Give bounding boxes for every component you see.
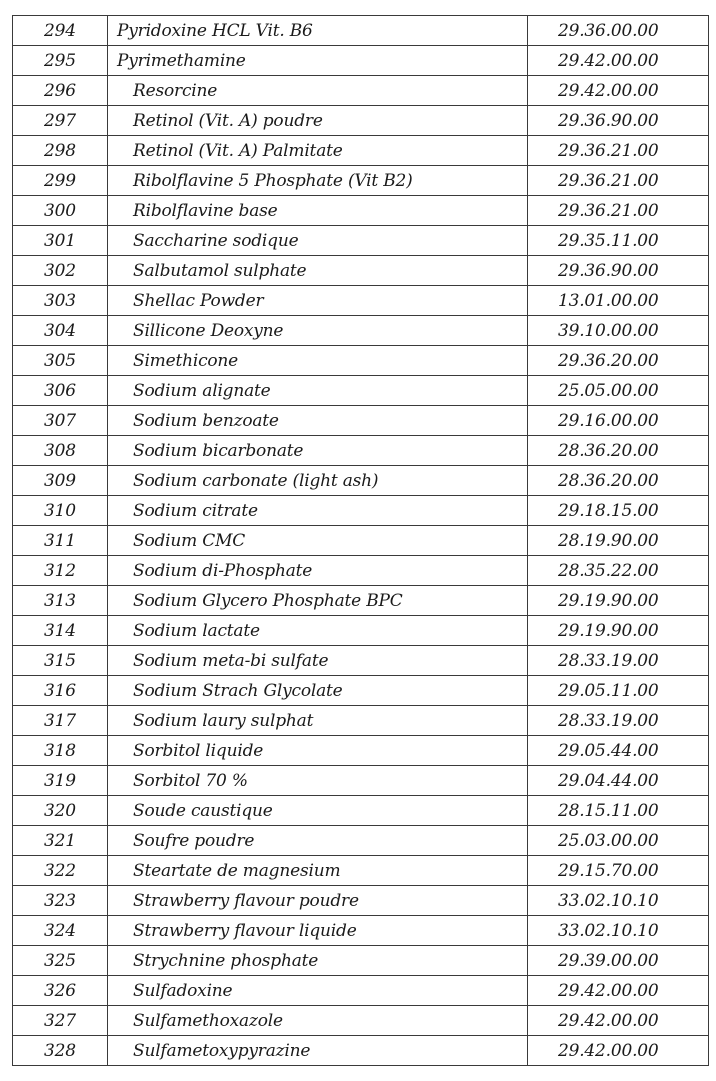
product-name: Sodium citrate (108, 496, 528, 526)
product-name: Retinol (Vit. A) Palmitate (108, 136, 528, 166)
product-name: Resorcine (108, 76, 528, 106)
tariff-code: 29.36.20.00 (528, 346, 709, 376)
table-row (13, 676, 709, 706)
table-row (13, 376, 709, 406)
table-row (13, 256, 709, 286)
tariff-code: 29.36.00.00 (528, 16, 709, 46)
product-name: Soude caustique (108, 796, 528, 826)
table-row (13, 46, 709, 76)
row-number: 317 (13, 706, 108, 736)
product-name: Saccharine sodique (108, 226, 528, 256)
row-number: 298 (13, 136, 108, 166)
tariff-code: 13.01.00.00 (528, 286, 709, 316)
tariff-code: 29.36.90.00 (528, 106, 709, 136)
row-number: 300 (13, 196, 108, 226)
tariff-code: 28.36.20.00 (528, 466, 709, 496)
table-row (13, 796, 709, 826)
table-row (13, 1006, 709, 1036)
product-name: Sodium laury sulphat (108, 706, 528, 736)
table-row (13, 526, 709, 556)
row-number: 324 (13, 916, 108, 946)
product-name: Sodium meta-bi sulfate (108, 646, 528, 676)
row-number: 310 (13, 496, 108, 526)
tariff-code: 29.16.00.00 (528, 406, 709, 436)
table-row (13, 856, 709, 886)
tariff-code: 29.42.00.00 (528, 1036, 709, 1066)
row-number: 320 (13, 796, 108, 826)
row-number: 326 (13, 976, 108, 1006)
table-row (13, 826, 709, 856)
table-body (13, 16, 709, 1066)
table-row (13, 616, 709, 646)
tariff-code: 33.02.10.10 (528, 886, 709, 916)
row-number: 308 (13, 436, 108, 466)
product-table-container (12, 15, 708, 1066)
product-name: Soufre poudre (108, 826, 528, 856)
product-name: Ribolflavine 5 Phosphate (Vit B2) (108, 166, 528, 196)
row-number: 319 (13, 766, 108, 796)
table-row (13, 106, 709, 136)
row-number: 301 (13, 226, 108, 256)
product-name: Sodium lactate (108, 616, 528, 646)
tariff-code: 29.42.00.00 (528, 1006, 709, 1036)
table-row (13, 166, 709, 196)
row-number: 316 (13, 676, 108, 706)
product-name: Sulfadoxine (108, 976, 528, 1006)
tariff-code: 25.03.00.00 (528, 826, 709, 856)
tariff-code: 29.05.44.00 (528, 736, 709, 766)
tariff-code: 33.02.10.10 (528, 916, 709, 946)
table-row (13, 916, 709, 946)
table-row (13, 736, 709, 766)
row-number: 315 (13, 646, 108, 676)
product-name: Sodium benzoate (108, 406, 528, 436)
product-name: Sodium Strach Glycolate (108, 676, 528, 706)
row-number: 325 (13, 946, 108, 976)
product-name: Sodium alignate (108, 376, 528, 406)
table-row (13, 466, 709, 496)
product-name: Strawberry flavour liquide (108, 916, 528, 946)
product-tariff-table (12, 15, 709, 1066)
tariff-code: 39.10.00.00 (528, 316, 709, 346)
table-row (13, 196, 709, 226)
product-name: Sodium bicarbonate (108, 436, 528, 466)
table-row (13, 946, 709, 976)
product-name: Sodium di-Phosphate (108, 556, 528, 586)
product-name: Pyridoxine HCL Vit. B6 (108, 16, 528, 46)
product-name: Shellac Powder (108, 286, 528, 316)
tariff-code: 29.15.70.00 (528, 856, 709, 886)
tariff-code: 29.42.00.00 (528, 76, 709, 106)
table-row (13, 346, 709, 376)
row-number: 306 (13, 376, 108, 406)
tariff-code: 29.18.15.00 (528, 496, 709, 526)
table-row (13, 586, 709, 616)
row-number: 311 (13, 526, 108, 556)
product-name: Strawberry flavour poudre (108, 886, 528, 916)
row-number: 314 (13, 616, 108, 646)
row-number: 296 (13, 76, 108, 106)
product-name: Sodium Glycero Phosphate BPC (108, 586, 528, 616)
tariff-code: 29.36.21.00 (528, 136, 709, 166)
table-row (13, 286, 709, 316)
tariff-code: 29.35.11.00 (528, 226, 709, 256)
tariff-code: 29.04.44.00 (528, 766, 709, 796)
row-number: 313 (13, 586, 108, 616)
row-number: 309 (13, 466, 108, 496)
row-number: 302 (13, 256, 108, 286)
row-number: 328 (13, 1036, 108, 1066)
table-row (13, 1036, 709, 1066)
row-number: 304 (13, 316, 108, 346)
table-row (13, 496, 709, 526)
table-row (13, 766, 709, 796)
tariff-code: 29.36.21.00 (528, 196, 709, 226)
product-name: Strychnine phosphate (108, 946, 528, 976)
row-number: 312 (13, 556, 108, 586)
product-name: Sorbitol 70 % (108, 766, 528, 796)
row-number: 327 (13, 1006, 108, 1036)
row-number: 322 (13, 856, 108, 886)
tariff-code: 29.36.90.00 (528, 256, 709, 286)
product-name: Sorbitol liquide (108, 736, 528, 766)
table-row (13, 76, 709, 106)
tariff-code: 29.36.21.00 (528, 166, 709, 196)
table-row (13, 16, 709, 46)
row-number: 321 (13, 826, 108, 856)
tariff-code: 29.19.90.00 (528, 616, 709, 646)
product-name: Simethicone (108, 346, 528, 376)
tariff-code: 29.42.00.00 (528, 46, 709, 76)
tariff-code: 29.19.90.00 (528, 586, 709, 616)
product-name: Sodium CMC (108, 526, 528, 556)
product-name: Steartate de magnesium (108, 856, 528, 886)
table-row (13, 136, 709, 166)
product-name: Pyrimethamine (108, 46, 528, 76)
product-name: Salbutamol sulphate (108, 256, 528, 286)
row-number: 299 (13, 166, 108, 196)
tariff-code: 28.15.11.00 (528, 796, 709, 826)
table-row (13, 646, 709, 676)
table-row (13, 436, 709, 466)
row-number: 318 (13, 736, 108, 766)
table-row (13, 226, 709, 256)
tariff-code: 28.19.90.00 (528, 526, 709, 556)
row-number: 295 (13, 46, 108, 76)
product-name: Retinol (Vit. A) poudre (108, 106, 528, 136)
row-number: 323 (13, 886, 108, 916)
row-number: 307 (13, 406, 108, 436)
tariff-code: 29.42.00.00 (528, 976, 709, 1006)
tariff-code: 28.33.19.00 (528, 706, 709, 736)
row-number: 297 (13, 106, 108, 136)
row-number: 305 (13, 346, 108, 376)
table-row (13, 556, 709, 586)
tariff-code: 28.33.19.00 (528, 646, 709, 676)
table-row (13, 706, 709, 736)
tariff-code: 28.35.22.00 (528, 556, 709, 586)
row-number: 294 (13, 16, 108, 46)
tariff-code: 29.05.11.00 (528, 676, 709, 706)
row-number: 303 (13, 286, 108, 316)
tariff-code: 25.05.00.00 (528, 376, 709, 406)
tariff-code: 28.36.20.00 (528, 436, 709, 466)
table-row (13, 316, 709, 346)
table-row (13, 886, 709, 916)
tariff-code: 29.39.00.00 (528, 946, 709, 976)
table-row (13, 406, 709, 436)
table-row (13, 976, 709, 1006)
product-name: Ribolflavine base (108, 196, 528, 226)
product-name: Sulfamethoxazole (108, 1006, 528, 1036)
product-name: Sulfametoxypyrazine (108, 1036, 528, 1066)
product-name: Sodium carbonate (light ash) (108, 466, 528, 496)
product-name: Sillicone Deoxyne (108, 316, 528, 346)
